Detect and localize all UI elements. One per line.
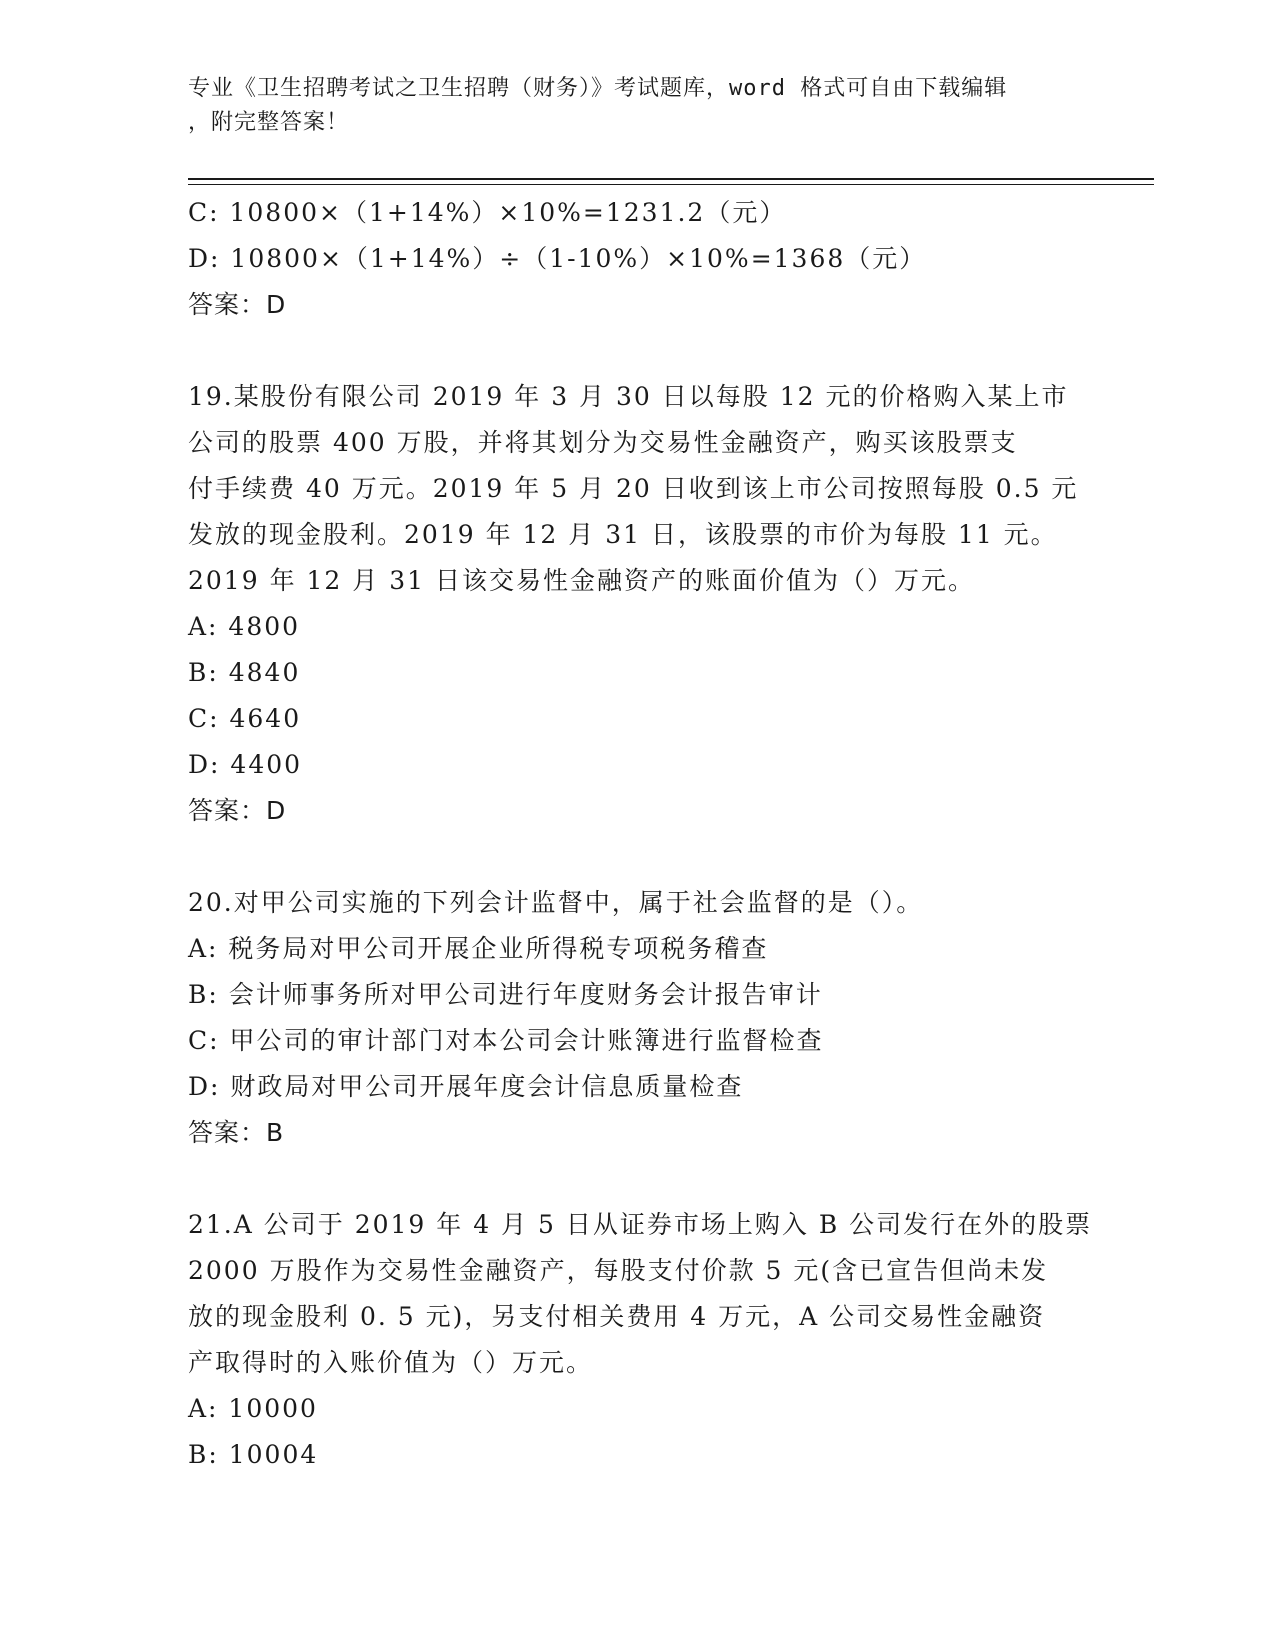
question-text-line: 公司的股票 400 万股，并将其划分为交易性金融资产，购买该股票支 — [188, 428, 1018, 457]
spacer — [188, 834, 1088, 880]
answer: 答案：D — [188, 290, 287, 319]
spacer — [188, 328, 1088, 374]
option-d: D: 4400 — [188, 750, 303, 779]
spacer — [188, 1156, 1088, 1202]
option-a: A: 10000 — [188, 1394, 318, 1423]
question-text-line: 发放的现金股利。2019 年 12 月 31 日，该股票的市价为每股 11 元。 — [188, 520, 1058, 549]
header-line-1: 专业《卫生招聘考试之卫生招聘（财务）》考试题库，word 格式可自由下载编辑 — [188, 76, 1008, 101]
question-text-line: 产取得时的入账价值为（）万元。 — [188, 1348, 594, 1377]
option-b: B: 会计师事务所对甲公司进行年度财务会计报告审计 — [188, 980, 823, 1009]
answer: 答案：B — [188, 1118, 285, 1147]
option-b: B: 4840 — [188, 658, 301, 687]
header-line-2: ，附完整答案！ — [188, 110, 350, 135]
option-c: C: 4640 — [188, 704, 302, 733]
option-c: C: 甲公司的审计部门对本公司会计账簿进行监督检查 — [188, 1026, 824, 1055]
question-19 — [188, 374, 1088, 834]
option-a: A: 税务局对甲公司开展企业所得税专项税务稽查 — [188, 934, 769, 963]
question-text-line: 2019 年 12 月 31 日该交易性金融资产的账面价值为（）万元。 — [188, 566, 975, 595]
option-d: D: 10800×（1+14%）÷（1-10%）×10%=1368（元） — [188, 244, 927, 273]
question-21 — [188, 1202, 1093, 1478]
header-divider-thick — [188, 178, 1154, 180]
document-body — [188, 190, 1093, 1478]
question-text-line: 放的现金股利 0. 5 元)，另支付相关费用 4 万元，A 公司交易性金融资 — [188, 1302, 1046, 1331]
question-18-tail — [188, 190, 1088, 328]
question-text-line: 21.A 公司于 2019 年 4 月 5 日从证券市场上购入 B 公司发行在外的股票 — [188, 1210, 1093, 1239]
option-a: A: 4800 — [188, 612, 301, 641]
header-divider-thin — [188, 184, 1154, 185]
option-c: C: 10800×（1+14%）×10%=1231.2（元） — [188, 198, 787, 227]
question-text-line: 付手续费 40 万元。2019 年 5 月 20 日收到该上市公司按照每股 0.5 元 — [188, 474, 1079, 503]
option-b: B: 10004 — [188, 1440, 319, 1469]
document-header — [188, 72, 1088, 140]
option-d: D: 财政局对甲公司开展年度会计信息质量检查 — [188, 1072, 744, 1101]
answer: 答案：D — [188, 796, 287, 825]
question-20 — [188, 880, 1088, 1156]
question-text-line: 2000 万股作为交易性金融资产，每股支付价款 5 元(含已宣告但尚未发 — [188, 1256, 1049, 1285]
question-text-line: 20.对甲公司实施的下列会计监督中，属于社会监督的是（）。 — [188, 888, 924, 917]
question-text-line: 19.某股份有限公司 2019 年 3 月 30 日以每股 12 元的价格购入某上市 — [188, 382, 1069, 411]
